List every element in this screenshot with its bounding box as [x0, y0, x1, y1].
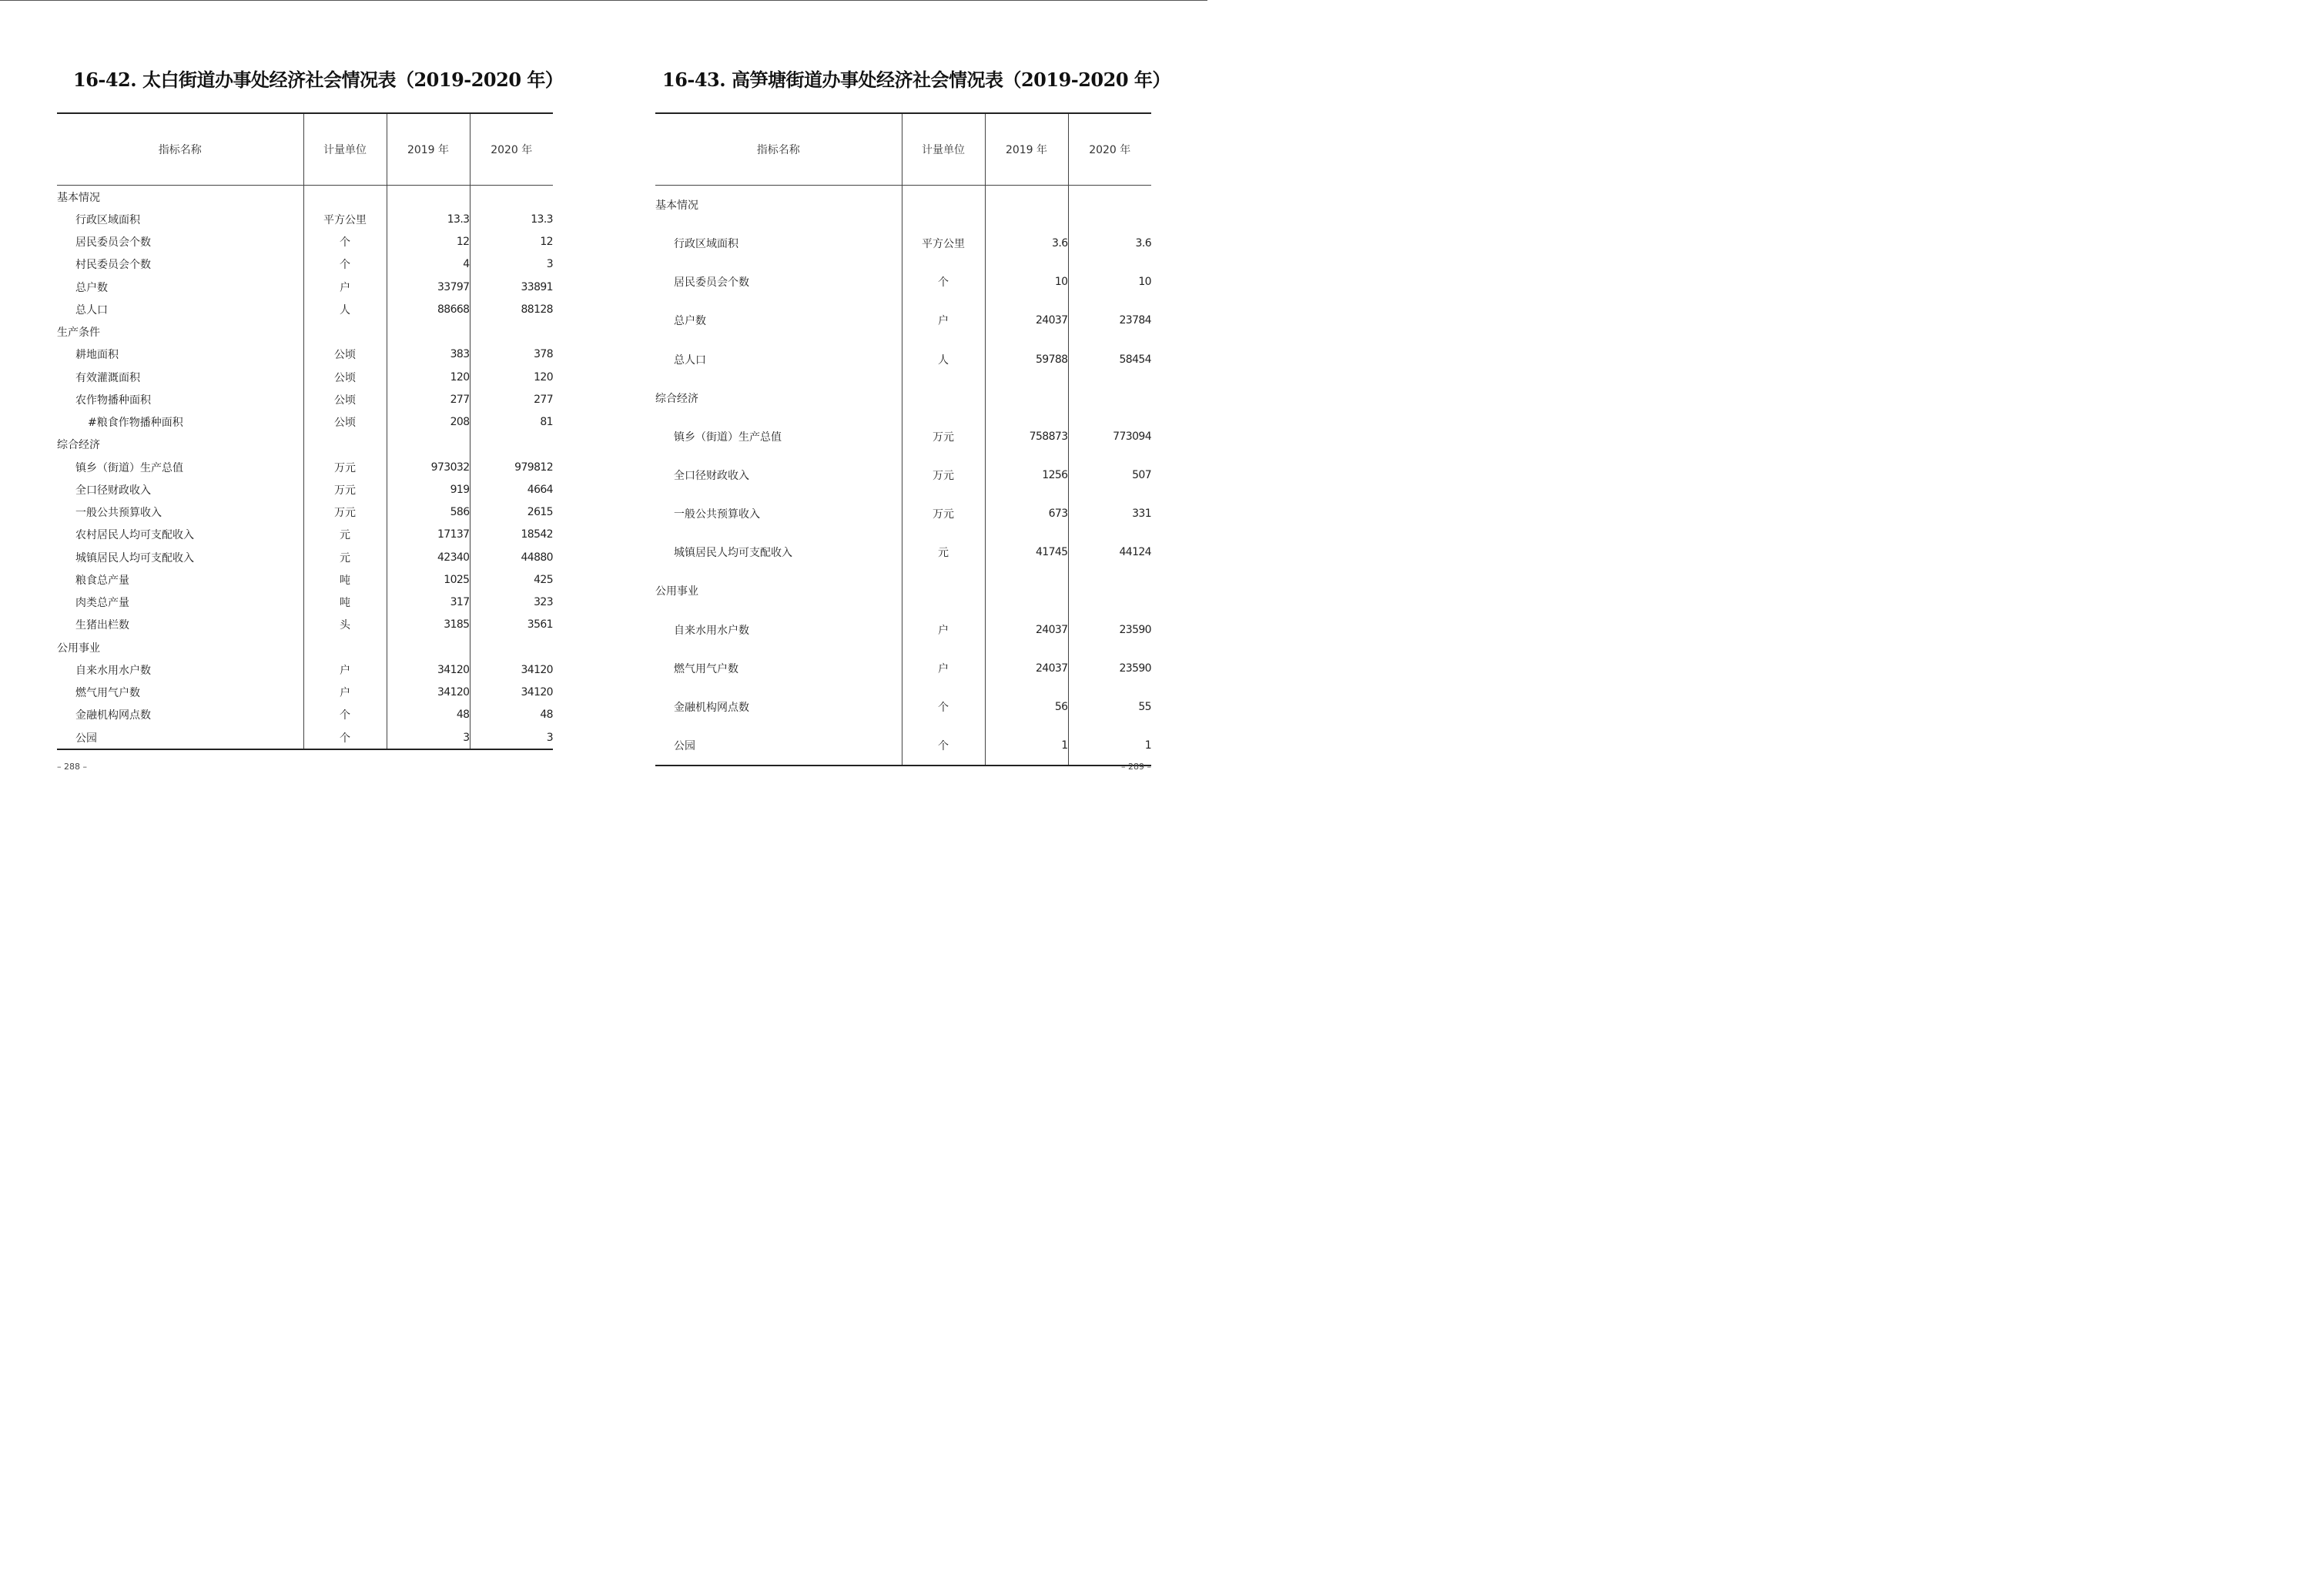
indicator-name-cell: 生猪出栏数	[75, 619, 129, 632]
indicator-name-cell: 农作物播种面积	[75, 394, 151, 407]
value-2019-cell: 24037	[985, 649, 1068, 688]
value-2020-cell: 507	[1068, 456, 1151, 494]
table-row	[57, 343, 553, 366]
indicator-name-cell: 有效灌溉面积	[75, 371, 140, 384]
value-2019-cell: 208	[387, 411, 470, 434]
header-year-2019: 2019 年	[985, 113, 1068, 186]
table-row	[57, 501, 553, 524]
indicator-name-cell: 一般公共预算收入	[674, 508, 760, 521]
value-2020-cell: 3561	[470, 614, 553, 636]
table-row	[57, 546, 553, 568]
value-2020-cell: 34120	[470, 658, 553, 681]
unit-cell: 万元	[902, 417, 985, 456]
value-2020-cell	[1068, 379, 1151, 417]
indicator-name-cell: 村民委员会个数	[75, 259, 151, 272]
unit-cell: 万元	[902, 456, 985, 494]
value-2019-cell: 673	[985, 494, 1068, 533]
page-number-right: – 289 –	[1121, 762, 1151, 772]
unit-cell: 户	[303, 658, 387, 681]
indicator-name-cell: 总户数	[674, 315, 706, 328]
value-2020-cell: 34120	[470, 682, 553, 704]
indicator-name-cell: 全口径财政收入	[674, 470, 749, 483]
value-2020-cell: 23590	[1068, 611, 1151, 649]
unit-cell: 个	[902, 688, 985, 726]
table-row	[57, 231, 553, 253]
table-row	[57, 208, 553, 230]
indicator-name-cell: 城镇居民人均可支配收入	[75, 551, 194, 565]
table-row	[57, 682, 553, 704]
unit-cell: 万元	[303, 501, 387, 524]
table-row	[57, 614, 553, 636]
value-2020-cell: 2615	[470, 501, 553, 524]
value-2020-cell: 4664	[470, 478, 553, 501]
unit-cell: 元	[902, 533, 985, 571]
value-2019-cell: 758873	[985, 417, 1068, 456]
unit-cell	[902, 379, 985, 417]
table-row	[655, 417, 1151, 456]
value-2019-cell: 3.6	[985, 224, 1068, 263]
section-header-row	[655, 379, 1151, 417]
unit-cell	[303, 434, 387, 456]
value-2020-cell: 331	[1068, 494, 1151, 533]
value-2019-cell	[387, 434, 470, 456]
statistics-table-right	[655, 112, 1151, 766]
table-row	[655, 340, 1151, 379]
header-year-2019: 2019 年	[387, 113, 470, 186]
value-2020-cell: 55	[1068, 688, 1151, 726]
table-row	[57, 568, 553, 591]
unit-cell: 公顷	[303, 366, 387, 388]
value-2020-cell	[470, 186, 553, 209]
table-row	[57, 478, 553, 501]
unit-cell: 个	[303, 231, 387, 253]
value-2019-cell: 17137	[387, 524, 470, 546]
value-2020-cell: 88128	[470, 298, 553, 320]
value-2020-cell: 979812	[470, 456, 553, 478]
header-indicator-name: 指标名称	[57, 113, 303, 186]
header-year-2020: 2020 年	[1068, 113, 1151, 186]
table-title-right: 16-43. 高笋塘街道办事处经济社会情况表（2019-2020 年）	[662, 69, 1170, 91]
value-2019-cell: 24037	[985, 301, 1068, 340]
section-header-row	[57, 321, 553, 343]
value-2019-cell: 48	[387, 704, 470, 726]
indicator-name-cell: 粮食总产量	[75, 574, 129, 587]
value-2020-cell: 3.6	[1068, 224, 1151, 263]
section-header-row	[57, 636, 553, 658]
unit-cell	[303, 186, 387, 209]
indicator-name-cell: 行政区域面积	[674, 238, 738, 251]
indicator-name-cell: 肉类总产量	[75, 597, 129, 610]
value-2020-cell: 44124	[1068, 533, 1151, 571]
unit-cell	[303, 321, 387, 343]
indicator-name-cell: 镇乡（街道）生产总值	[75, 461, 183, 474]
value-2019-cell	[985, 186, 1068, 225]
unit-cell: 户	[902, 649, 985, 688]
value-2019-cell: 34120	[387, 682, 470, 704]
indicator-name-cell: 燃气用气户数	[674, 662, 738, 675]
value-2019-cell	[387, 186, 470, 209]
table-row	[655, 649, 1151, 688]
value-2020-cell: 44880	[470, 546, 553, 568]
value-2019-cell: 34120	[387, 658, 470, 681]
value-2019-cell: 277	[387, 388, 470, 410]
indicator-name-cell: 基本情况	[655, 199, 698, 213]
unit-cell	[902, 571, 985, 610]
value-2019-cell: 120	[387, 366, 470, 388]
header-year-2020: 2020 年	[470, 113, 553, 186]
value-2020-cell: 81	[470, 411, 553, 434]
value-2020-cell: 277	[470, 388, 553, 410]
table-header-row	[57, 113, 553, 186]
table-row	[57, 388, 553, 410]
indicator-name-cell: 生产条件	[57, 327, 100, 340]
unit-cell: 元	[303, 546, 387, 568]
value-2020-cell: 18542	[470, 524, 553, 546]
value-2019-cell: 3185	[387, 614, 470, 636]
indicator-name-cell: 一般公共预算收入	[75, 507, 162, 520]
value-2019-cell: 88668	[387, 298, 470, 320]
value-2020-cell	[470, 636, 553, 658]
header-unit: 计量单位	[303, 113, 387, 186]
value-2019-cell	[387, 321, 470, 343]
header-unit: 计量单位	[902, 113, 985, 186]
unit-cell: 吨	[303, 568, 387, 591]
table-row	[57, 704, 553, 726]
indicator-name-cell: 居民委员会个数	[674, 276, 749, 290]
value-2020-cell: 48	[470, 704, 553, 726]
table-title-left: 16-42. 太白街道办事处经济社会情况表（2019-2020 年）	[73, 69, 564, 91]
value-2019-cell: 10	[985, 263, 1068, 301]
value-2020-cell	[470, 434, 553, 456]
indicator-name-cell: 综合经济	[57, 439, 100, 452]
value-2019-cell: 56	[985, 688, 1068, 726]
unit-cell: 吨	[303, 591, 387, 614]
value-2019-cell	[985, 571, 1068, 610]
value-2019-cell: 42340	[387, 546, 470, 568]
value-2019-cell: 3	[387, 726, 470, 749]
table-header-row	[655, 113, 1151, 186]
unit-cell: 头	[303, 614, 387, 636]
indicator-name-cell: 镇乡（街道）生产总值	[674, 431, 782, 444]
unit-cell: 平方公里	[303, 208, 387, 230]
value-2019-cell: 41745	[985, 533, 1068, 571]
unit-cell: 万元	[902, 494, 985, 533]
indicator-name-cell: 金融机构网点数	[75, 709, 151, 722]
statistics-table-left	[57, 112, 553, 750]
unit-cell	[303, 636, 387, 658]
value-2020-cell: 23784	[1068, 301, 1151, 340]
indicator-name-cell: 居民委员会个数	[75, 236, 151, 250]
table-row	[57, 298, 553, 320]
indicator-name-cell: 耕地面积	[75, 349, 119, 362]
value-2020-cell: 33891	[470, 276, 553, 298]
value-2019-cell: 586	[387, 501, 470, 524]
value-2019-cell: 1025	[387, 568, 470, 591]
indicator-name-cell: 公园	[655, 726, 902, 766]
value-2019-cell: 59788	[985, 340, 1068, 379]
table-row	[57, 276, 553, 298]
unit-cell: 个	[902, 726, 985, 766]
table-row	[57, 658, 553, 681]
value-2019-cell: 4	[387, 253, 470, 276]
unit-cell: 元	[303, 524, 387, 546]
table-row	[655, 611, 1151, 649]
indicator-name-cell: 金融机构网点数	[674, 701, 749, 714]
value-2019-cell: 919	[387, 478, 470, 501]
value-2020-cell: 1	[1068, 726, 1151, 766]
table-row	[655, 456, 1151, 494]
unit-cell: 万元	[303, 478, 387, 501]
unit-cell: 户	[303, 682, 387, 704]
unit-cell: 个	[303, 726, 387, 749]
unit-cell: 人	[902, 340, 985, 379]
table-row	[57, 591, 553, 614]
table-row	[655, 224, 1151, 263]
value-2019-cell: 317	[387, 591, 470, 614]
value-2020-cell: 12	[470, 231, 553, 253]
value-2020-cell	[470, 321, 553, 343]
indicator-name-cell: 全口径财政收入	[75, 484, 151, 497]
indicator-name-cell: 自来水用水户数	[674, 624, 749, 637]
indicator-name-cell: #粮食作物播种面积	[88, 417, 183, 430]
unit-cell: 公顷	[303, 343, 387, 366]
value-2019-cell: 1	[985, 726, 1068, 766]
table-row	[655, 688, 1151, 726]
indicator-name-cell: 总人口	[75, 303, 108, 317]
unit-cell: 人	[303, 298, 387, 320]
value-2019-cell	[985, 379, 1068, 417]
value-2019-cell: 13.3	[387, 208, 470, 230]
indicator-name-cell: 总人口	[674, 353, 706, 367]
table-row	[655, 494, 1151, 533]
table-row	[57, 366, 553, 388]
unit-cell: 个	[902, 263, 985, 301]
unit-cell: 户	[303, 276, 387, 298]
value-2020-cell: 773094	[1068, 417, 1151, 456]
unit-cell: 户	[902, 611, 985, 649]
value-2020-cell	[1068, 571, 1151, 610]
table-row	[57, 456, 553, 478]
indicator-name-cell: 公用事业	[57, 642, 100, 655]
indicator-name-cell: 自来水用水户数	[75, 664, 151, 677]
indicator-name-cell: 基本情况	[57, 191, 100, 204]
section-header-row	[57, 434, 553, 456]
value-2020-cell: 3	[470, 726, 553, 749]
value-2020-cell: 13.3	[470, 208, 553, 230]
section-header-row	[57, 186, 553, 209]
value-2020-cell: 58454	[1068, 340, 1151, 379]
unit-cell: 个	[303, 253, 387, 276]
indicator-name-cell: 公园	[57, 726, 303, 749]
table-row	[655, 301, 1151, 340]
indicator-name-cell: 行政区域面积	[75, 213, 140, 226]
value-2020-cell: 378	[470, 343, 553, 366]
unit-cell: 公顷	[303, 411, 387, 434]
indicator-name-cell: 综合经济	[655, 392, 698, 405]
table-row	[57, 253, 553, 276]
indicator-name-cell: 农村居民人均可支配收入	[75, 529, 194, 542]
value-2020-cell: 3	[470, 253, 553, 276]
section-header-row	[655, 571, 1151, 610]
page-number-left: – 288 –	[57, 762, 87, 772]
value-2020-cell: 23590	[1068, 649, 1151, 688]
unit-cell: 个	[303, 704, 387, 726]
unit-cell: 万元	[303, 456, 387, 478]
value-2019-cell: 33797	[387, 276, 470, 298]
section-header-row	[655, 186, 1151, 225]
unit-cell: 公顷	[303, 388, 387, 410]
table-row	[57, 726, 553, 749]
table-row	[655, 263, 1151, 301]
value-2019-cell: 1256	[985, 456, 1068, 494]
table-row	[57, 411, 553, 434]
unit-cell: 平方公里	[902, 224, 985, 263]
unit-cell: 户	[902, 301, 985, 340]
value-2020-cell	[1068, 186, 1151, 225]
value-2019-cell: 973032	[387, 456, 470, 478]
value-2019-cell: 24037	[985, 611, 1068, 649]
indicator-name-cell: 总户数	[75, 281, 108, 294]
value-2020-cell: 120	[470, 366, 553, 388]
value-2019-cell: 383	[387, 343, 470, 366]
value-2019-cell: 12	[387, 231, 470, 253]
scan-top-border	[0, 0, 1207, 1]
value-2020-cell: 425	[470, 568, 553, 591]
table-row	[655, 726, 1151, 766]
table-row	[655, 533, 1151, 571]
indicator-name-cell: 公用事业	[655, 585, 698, 598]
indicator-name-cell: 城镇居民人均可支配收入	[674, 547, 792, 560]
value-2020-cell: 323	[470, 591, 553, 614]
header-indicator-name: 指标名称	[655, 113, 902, 186]
unit-cell	[902, 186, 985, 225]
value-2019-cell	[387, 636, 470, 658]
indicator-name-cell: 燃气用气户数	[75, 687, 140, 700]
table-row	[57, 524, 553, 546]
value-2020-cell: 10	[1068, 263, 1151, 301]
